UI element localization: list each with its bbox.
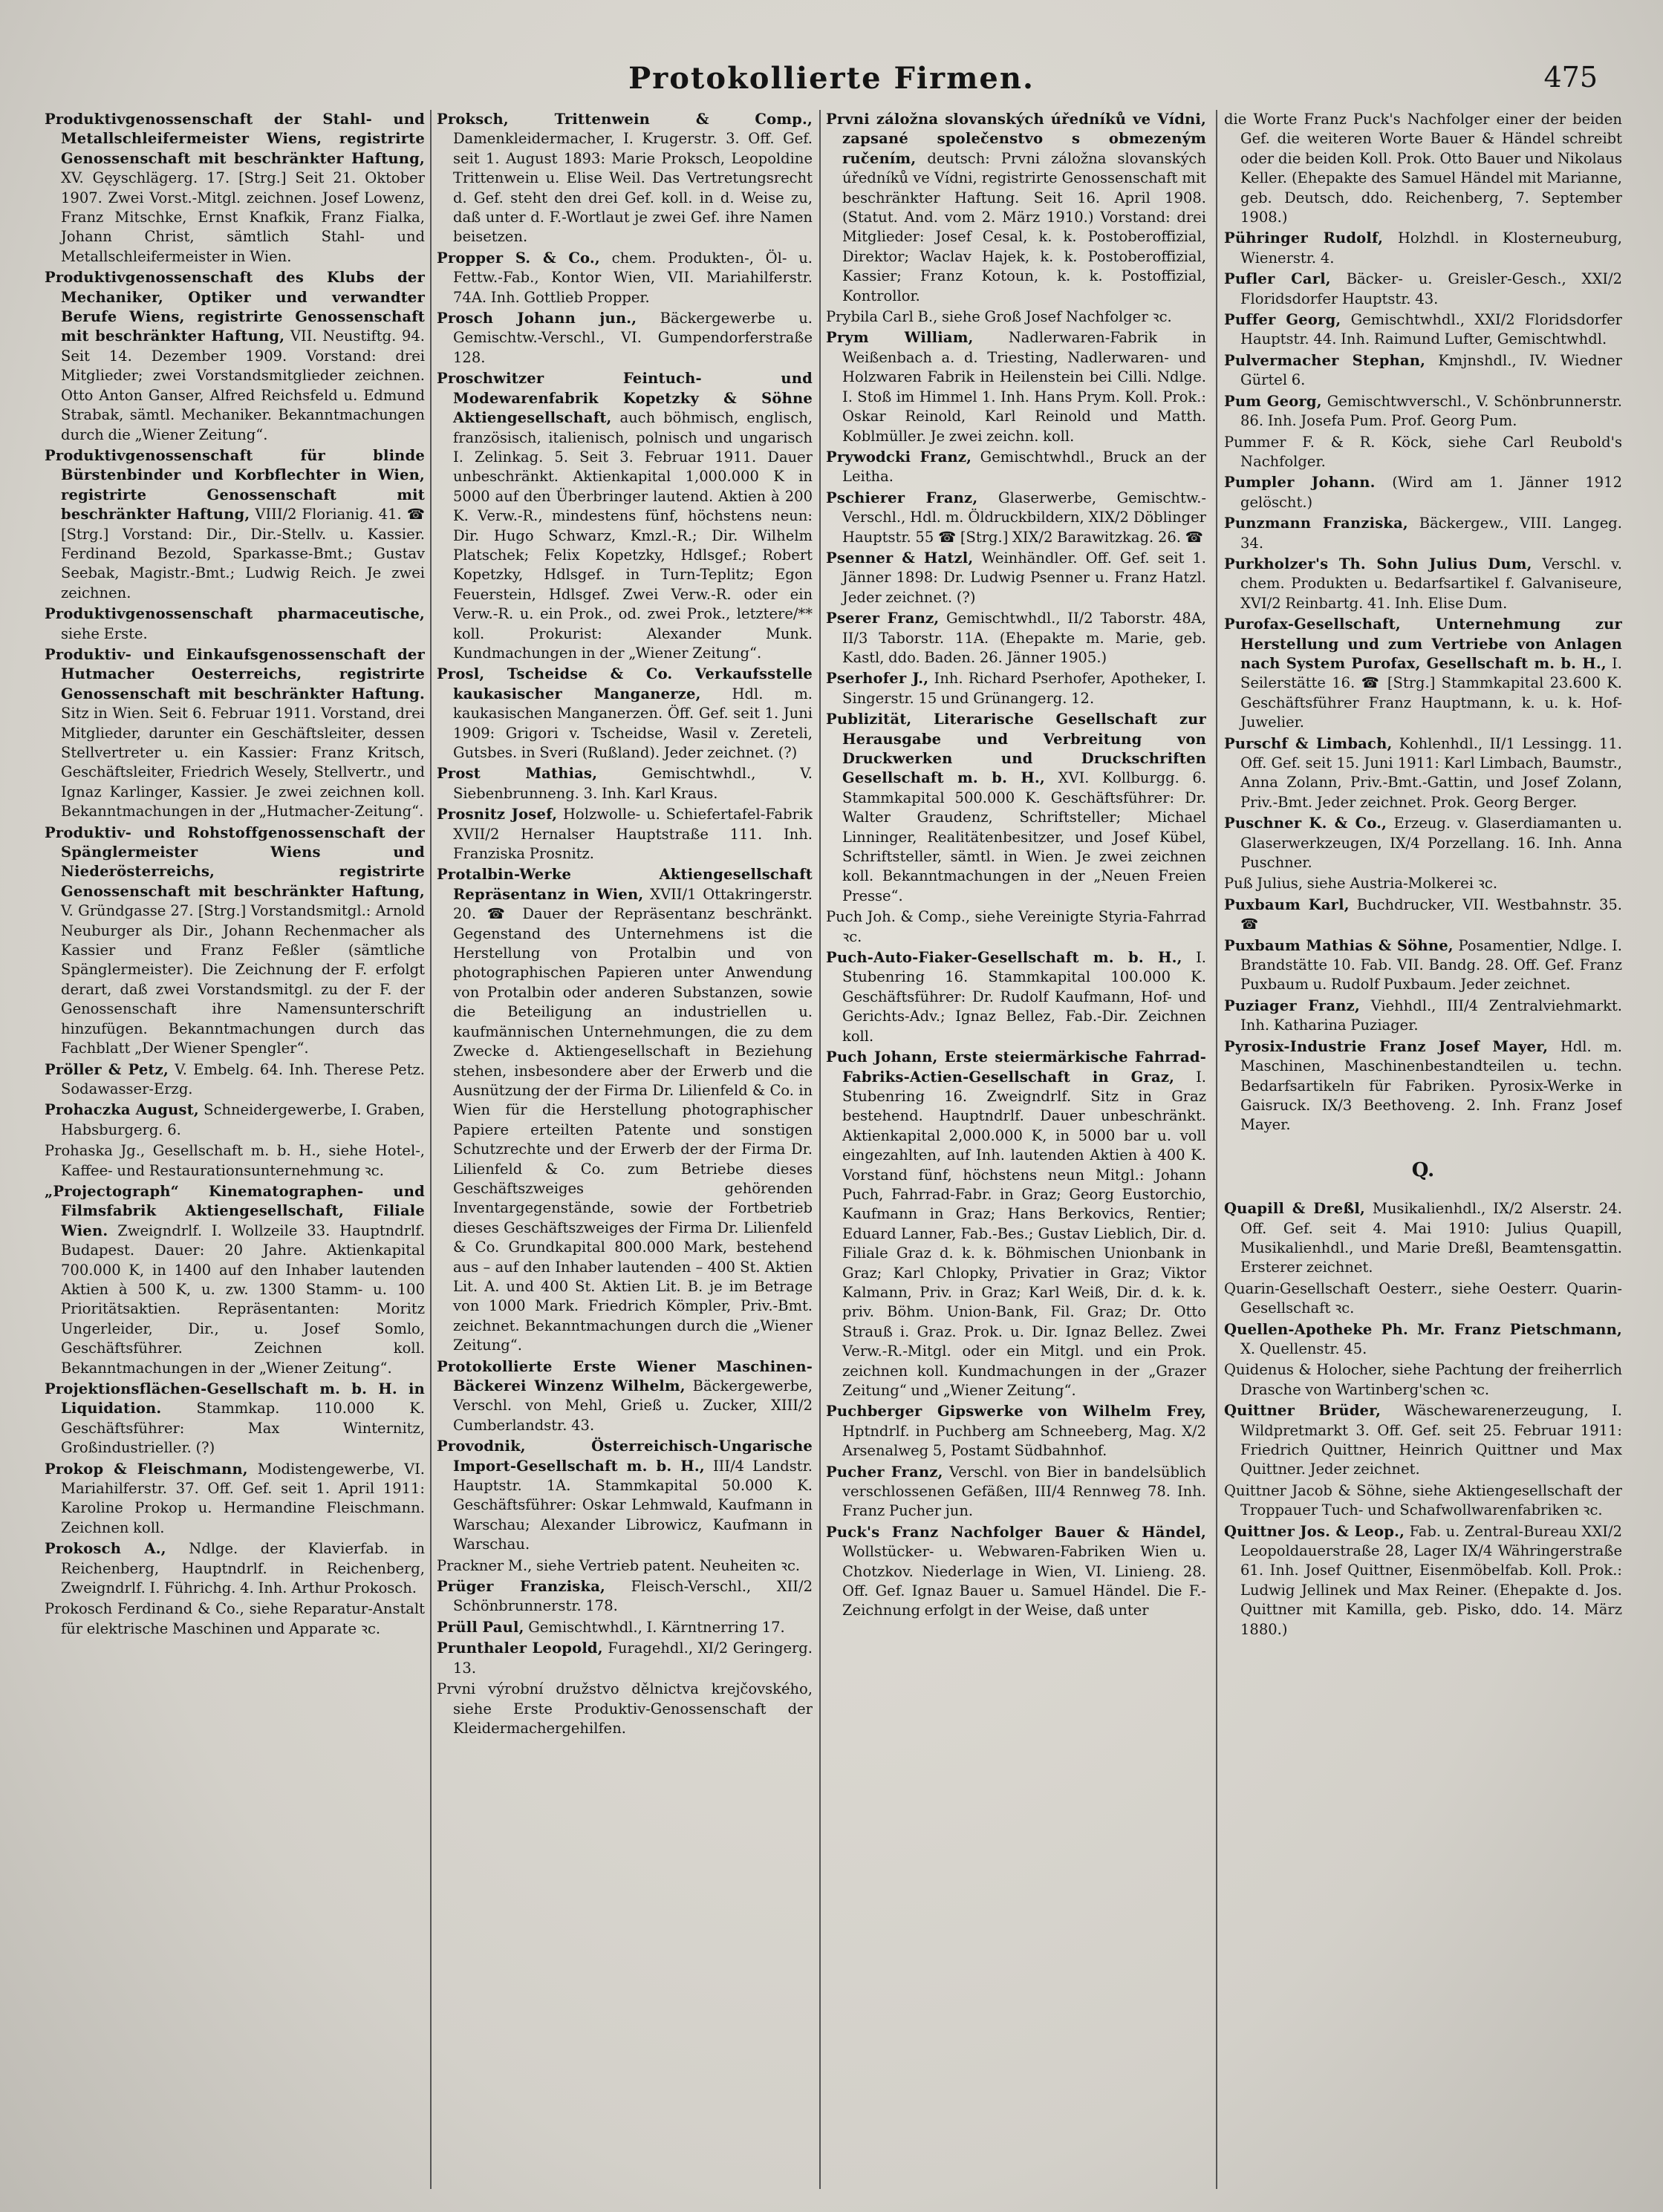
firm-entry bbox=[45, 645, 425, 822]
entry-text: Buchdrucker, VII. Westbahnstr. 35. ☎ bbox=[1240, 895, 1622, 933]
entry-text: Musikalienhdl., IX/2 Alserstr. 24. Off. Gef. seit 4. Mai 1910: Julius Quapill, Musikalienhdl., und Marie Dreßl, Beamtensgattin. Ersterer zeichnet. bbox=[1240, 1200, 1622, 1276]
firm-entry bbox=[1224, 110, 1622, 227]
firm-entry bbox=[437, 1437, 813, 1554]
entry-text: chem. Produkten-, Öl- u. Fettw.-Fab., Kontor Wien, VII. Mariahilferstr. 74A. Inh. Gottlieb Propper. bbox=[453, 249, 813, 306]
firm-entry bbox=[826, 489, 1206, 547]
firm-name: Produktivgenossenschaft für blinde Bürstenbinder und Korbflechter in Wien, registrirte Genossenschaft mit beschränkter Haftung, bbox=[45, 446, 425, 523]
firm-entry bbox=[826, 1463, 1206, 1521]
firm-entry bbox=[1224, 895, 1622, 935]
firm-name: Prym William, bbox=[826, 329, 974, 347]
firm-entry bbox=[826, 710, 1206, 906]
firm-name: Quellen-Apotheke Ph. Mr. Franz Pietschmann, bbox=[1224, 1320, 1622, 1338]
entry-text: Zweigndrlf. I. Wollzeile 33. Hauptndrlf. Budapest. Dauer: 20 Jahre. Aktienkapital 700.000 K, in 1400 auf den Inhaber lautenden Aktien à 500 K, u. zw. 1300 Stamm- u. 100 Prioritätsaktien. Repräsentanten: Moritz Ungerleider, Dir., u. Josef Somlo, Geschäftsführer. Zeichnen koll. Bekanntmachungen in der „Wiener Zeitung“. bbox=[61, 1221, 425, 1377]
firm-name: Prywodcki Franz, bbox=[826, 448, 972, 466]
entry-text: XV. Gęyschlägerg. 17. [Strg.] Seit 21. Oktober 1907. Zwei Vorst.-Mitgl. zeichnen. Josef Lowenz, Franz Mitschke, Ernst Knafkik, Franz Fialka, Johann Christ, sämtlich Stahl- und Metallschleifermeister in Wien. bbox=[61, 169, 425, 265]
firm-entry bbox=[437, 1577, 813, 1616]
entry-text: III/4 Landstr. Hauptstr. 1A. Stammkapital 50.000 K. Geschäftsführer: Oskar Lehmwald, Kaufmann in Warschau; Alexander Librowicz, Kaufmann in Warschau. bbox=[453, 1457, 813, 1553]
entry-text: Schneidergewerbe, I. Graben, Habsburgerg. 6. bbox=[61, 1101, 425, 1138]
firm-name: Protokollierte Erste Wiener Maschinen-Bäckerei Winzenz Wilhelm, bbox=[437, 1357, 813, 1394]
entry-text: V. Gründgasse 27. [Strg.] Vorstandsmitgl.: Arnold Neuburger als Dir., Johann Rechenmacher als Kassier und Franz Feßler (sämtliche Spänglermeister). Die Zeichnung der F. erfolgt derart, daß zwei Vorstandsmitgl. zu der F. der Genossenschaft ihre Namensunterschrift hinzufügen. Bekanntmachungen durch das Fachblatt „Der Wiener Spengler“. bbox=[61, 902, 425, 1057]
firm-name: Pröller & Petz, bbox=[45, 1060, 169, 1078]
firm-entry bbox=[826, 907, 1206, 947]
entry-text: Ndlge. der Klavierfab. in Reichenberg, Hauptndrlf. in Reichenberg, Zweigndrlf. I. Führichg. 4. Inh. Arthur Prokosch. bbox=[61, 1540, 425, 1597]
entry-text: XVI. Kollburgg. 6. Stammkapital 500.000 K. Geschäftsführer: Dr. Walter Graudenz, Schriftsteller; Michael Linninger, Realitätenbesitzer, und Josef Kübel, Schriftsteller, sämtl. in Wien. Je zwei zeichnen koll. Bekanntmachungen in der „Neuen Freien Presse“. bbox=[842, 769, 1206, 904]
firm-entry bbox=[437, 1618, 813, 1637]
firm-name: Produktiv- und Rohstoffgenossenschaft der Spänglermeister Wiens und Niederösterreichs, registrirte Genossenschaft mit beschränkter Haftung, bbox=[45, 823, 425, 900]
firm-entry bbox=[826, 328, 1206, 446]
firm-name: Quittner Brüder, bbox=[1224, 1402, 1382, 1420]
firm-entry bbox=[437, 865, 813, 1355]
entry-text: Sitz in Wien. Seit 6. Februar 1911. Vorstand, drei Mitglieder, darunter ein Geschäftsleiter, dessen Stellvertreter u. ein Kassier: Franz Kritsch, Geschäftsleiter, Friedrich Wesely, Stellvertr., und Ignaz Karlinger, Kassier. Je zwei zeichnen koll. Bekanntmachungen in der „Hutmacher-Zeitung“. bbox=[61, 705, 425, 820]
firm-entry bbox=[1224, 936, 1622, 995]
entry-text: Kohlenhdl., II/1 Lessingg. 11. Off. Gef. seit 15. Juni 1911: Karl Limbach, Baumstr., Anna Zolann, Priv.-Bmt.-Gattin, und Josef Zolann, Priv.-Bmt. Jeder zeichnet. Prok. Georg Berger. bbox=[1240, 734, 1622, 811]
entry-text: Glaserwerbe, Gemischtw.-Verschl., Hdl. m. Öldruckbildern, XIX/2 Döblinger Hauptstr. 55 ☎ [Strg.] XIX/2 Barawitzkag. 26. ☎ bbox=[842, 489, 1206, 546]
firm-name: Pserer Franz, bbox=[826, 610, 940, 627]
entry-text: Wäschewarenerzeugung, I. Wildpretmarkt 3. Off. Gef. seit 25. Februar 1911: Friedrich Quittner, Heinrich Quittner und Max Quittner. Jeder zeichnet. bbox=[1240, 1402, 1622, 1478]
firm-name: Pumpler Johann. bbox=[1224, 474, 1376, 492]
firm-name: Puchberger Gipswerke von Wilhelm Frey, bbox=[826, 1403, 1206, 1420]
column-2 bbox=[437, 110, 813, 2189]
page-title: Protokollierte Firmen. bbox=[628, 61, 1035, 96]
entry-text: deutsch: Prvni záložna slovanských úředníků ve Vídni, registrirte Genossenschaft mit beschränkter Haftung. Seit 16. April 1908. (Statut. And. vom 2. März 1910.) Vorstand: drei Mitglieder: Josef Cesal, k. k. Postoberoffizial, Direktor; Waclav Hajek, k. k. Postoberoffizial, Kassier; Franz Kotoun, k. k. Postoffizial, Kontrollor. bbox=[842, 149, 1206, 304]
entry-text: V. Embelg. 64. Inh. Therese Petz. Sodawasser-Erzg. bbox=[61, 1060, 425, 1097]
entry-text: VIII/2 Florianig. 41. ☎ [Strg.] Vorstand: Dir., Dir.-Stellv. u. Kassier. Ferdinand Bezold, Sparkasse-Bmt.; Gustav Seebak, Magistr.-Bmt.; Ludwig Reich. Je zwei zeichnen. bbox=[61, 506, 425, 601]
firm-name: Prüll Paul, bbox=[437, 1618, 524, 1636]
firm-entry bbox=[437, 805, 813, 864]
firm-name: Psenner & Hatzl, bbox=[826, 549, 974, 567]
firm-name: Pschierer Franz, bbox=[826, 489, 978, 506]
firm-entry bbox=[1224, 351, 1622, 391]
entry-text: siehe Erste. bbox=[61, 624, 148, 642]
firm-name: Punzmann Franziska, bbox=[1224, 515, 1408, 532]
firm-name: Publizität, Literarische Gesellschaft zur Herausgabe und Verbreitung von Druckwerken und Druckschriften Gesellschaft m. b. H., bbox=[826, 711, 1206, 787]
entry-text: Bäcker- u. Greisler-Gesch., XXI/2 Floridsdorfer Hauptstr. 43. bbox=[1240, 270, 1622, 307]
firm-entry bbox=[1224, 1199, 1622, 1278]
firm-entry bbox=[45, 268, 425, 445]
firm-name: Provodnik, Österreichisch-Ungarische Import-Gesellschaft m. b. H., bbox=[437, 1438, 813, 1475]
firm-entry bbox=[826, 110, 1206, 306]
column-4 bbox=[1224, 110, 1622, 2189]
firm-entry bbox=[826, 1048, 1206, 1400]
firm-entry bbox=[1224, 874, 1622, 893]
firm-entry bbox=[1224, 433, 1622, 472]
entry-text: Hdl. m. kaukasischen Manganerzen. Öff. Gef. seit 1. Juni 1909: Grigori v. Tscheidse, Wasil v. Zereteli, Gutsbes. in Sveri (Rußland). Jeder zeichnet. (?) bbox=[453, 685, 813, 761]
entry-text: Quidenus & Holocher, siehe Pachtung der freiherrlich Drasche von Wartinberg'schen ꝛc. bbox=[1224, 1361, 1622, 1398]
firm-entry bbox=[826, 669, 1206, 708]
firm-entry bbox=[45, 1100, 425, 1140]
column-1 bbox=[45, 110, 425, 2189]
column-divider bbox=[819, 110, 821, 2189]
entry-text: Bäckergewerbe, Verschl. von Mehl, Grieß u. Zucker, XIII/2 Cumberlandstr. 43. bbox=[453, 1377, 813, 1434]
firm-name: Quittner Jos. & Leop., bbox=[1224, 1522, 1405, 1540]
entry-text: Erzeug. v. Glaserdiamanten u. Glaserwerkzeugen, IX/4 Porzellang. 16. Inh. Anna Puschner. bbox=[1240, 815, 1622, 872]
firm-name: Prost Mathias, bbox=[437, 765, 598, 783]
entry-text: Gemischtwhdl., XXI/2 Floridsdorfer Hauptstr. 44. Inh. Raimund Lufter, Gemischtwhdl. bbox=[1240, 311, 1622, 348]
firm-entry bbox=[437, 665, 813, 763]
entry-text: Prackner M., siehe Vertrieb patent. Neuheiten ꝛc. bbox=[437, 1556, 801, 1574]
firm-name: Proschwitzer Feintuch- und Modewarenfabrik Kopetzky & Söhne Aktiengesellschaft, bbox=[437, 370, 813, 427]
entry-text: I. Seilerstätte 16. ☎ [Strg.] Stammkapital 23.600 K. Geschäftsführer Franz Hauptmann, k. u. k. Hof-Juwelier. bbox=[1240, 654, 1622, 731]
firm-entry bbox=[1224, 1481, 1622, 1521]
page-number: 475 bbox=[1543, 61, 1598, 94]
firm-name: Prüger Franziska, bbox=[437, 1578, 606, 1596]
firm-name: Purschf & Limbach, bbox=[1224, 734, 1393, 752]
entry-text: auch böhmisch, englisch, französisch, italienisch, polnisch und ungarisch I. Zelinkag. 5. Seit 3. Februar 1911. Dauer unbeschränkt. Aktienkapital 1,000.000 K in 5000 auf den Überbringer lautend. Aktien à 200 K. Verw.-R., mindestens fünf, höchstens neun: Dir. Hugo Schwarz, Kmzl.-R.; Dir. Wilhelm Platschek; Felix Kopetzky, Hdlsgef.; Robert Kopetzky, Hdlsgef. in Turn-Teplitz; Egon Feuerstein, Hdlsgef. Zwei Verw.-R. oder ein Verw.-R. u. ein Prok., od. zwei Prok., letztere/** koll. Prokurist: Alexander Munk. Kundmachungen in der „Wiener Zeitung“. bbox=[453, 409, 813, 662]
firm-entry bbox=[45, 1141, 425, 1181]
firm-entry bbox=[1224, 1037, 1622, 1135]
entry-text: Nadlerwaren-Fabrik in Weißenbach a. d. Triesting, Nadlerwaren- und Holzwaren Fabrik in Heilenstein bei Cilli. Ndlge. I. Stoß im Himmel 1. Inh. Hans Prym. Koll. Prok.: Oskar Reinold, Karl Reinold und Matth. Koblmüller. Je zwei zeichn. koll. bbox=[842, 329, 1206, 445]
entry-text: Damenkleidermacher, I. Krugerstr. 3. Off. Gef. seit 1. August 1893: Marie Proksch, Leopoldine Trittenwein u. Elise Weil. Das Vertretungsrecht d. Gef. steht den drei Gef. koll. in d. Weise zu, daß unter d. F.-Wortlaut je zwei Gef. ihre Namen beisetzen. bbox=[453, 130, 813, 246]
entry-text: Hptndrlf. in Puchberg am Schneeberg, Mag. X/2 Arsenalweg 5, Postamt Südbahnhof. bbox=[842, 1422, 1206, 1460]
firm-entry bbox=[1224, 270, 1622, 309]
firm-name: Prokosch A., bbox=[45, 1540, 166, 1558]
firm-entry bbox=[1224, 1320, 1622, 1360]
firm-entry bbox=[826, 1523, 1206, 1621]
entry-text: Quarin-Gesellschaft Oesterr., siehe Oesterr. Quarin-Gesellschaft ꝛc. bbox=[1224, 1279, 1622, 1317]
firm-entry bbox=[1224, 1360, 1622, 1400]
firm-name: Pyrosix-Industrie Franz Josef Mayer, bbox=[1224, 1037, 1549, 1055]
entry-text: Puß Julius, siehe Austria-Molkerei ꝛc. bbox=[1224, 875, 1498, 893]
firm-entry bbox=[1224, 615, 1622, 732]
firm-name: Produktiv- und Einkaufsgenossenschaft der Hutmacher Oesterreichs, registrirte Genossenschaft mit beschränkter Haftung. bbox=[45, 645, 425, 702]
firm-name: Pserhofer J., bbox=[826, 670, 929, 688]
firm-name: Projektionsflächen-Gesellschaft m. b. H. in Liquidation. bbox=[45, 1380, 425, 1417]
firm-name: Produktivgenossenschaft pharmaceutische, bbox=[45, 605, 425, 623]
firm-entry bbox=[437, 249, 813, 307]
entry-text: Kmjnshdl., IV. Wiedner Gürtel 6. bbox=[1240, 351, 1622, 389]
entry-text: Holzwolle- u. Schiefertafel-Fabrik XVII/2 Hernalser Hauptstraße 111. Inh. Franziska Prosnitz. bbox=[453, 806, 813, 863]
entry-text: Bäckergew., VIII. Langeg. 34. bbox=[1240, 515, 1622, 552]
firm-entry bbox=[437, 309, 813, 368]
column-divider bbox=[1216, 110, 1217, 2189]
firm-entry bbox=[826, 609, 1206, 668]
entry-text: Gemischtwverschl., V. Schönbrunnerstr. 86. Inh. Josefa Pum. Prof. Georg Pum. bbox=[1240, 392, 1622, 430]
firm-name: Puch-Auto-Fiaker-Gesellschaft m. b. H., bbox=[826, 949, 1182, 967]
entry-text: Fleisch-Verschl., XII/2 Schönbrunnerstr. 178. bbox=[453, 1578, 813, 1615]
entry-text: Prohaska Jg., Gesellschaft m. b. H., siehe Hotel-, Kaffee- und Restaurationsunternehmung ꝛc. bbox=[45, 1142, 425, 1179]
entry-text: Furagehdl., XI/2 Geringerg. 13. bbox=[453, 1640, 813, 1677]
firm-name: Puch Johann, Erste steiermärkische Fahrrad-Fabriks-Actien-Gesellschaft in Graz, bbox=[826, 1048, 1206, 1086]
firm-name: Produktivgenossenschaft der Stahl- und Metallschleifermeister Wiens, registrirte Genossenschaft mit beschränkter Haftung, bbox=[45, 111, 425, 167]
entry-text: Modistengewerbe, VI. Mariahilferstr. 37. Off. Gef. seit 1. April 1911: Karoline Prokop u. Hermandine Fleischmann. Zeichnen koll. bbox=[61, 1460, 425, 1536]
firm-entry bbox=[437, 764, 813, 803]
firm-entry bbox=[1224, 555, 1622, 613]
entry-text: Posamentier, Ndlge. I. Brandstätte 10. Fab. VII. Bandg. 28. Off. Gef. Franz Puxbaum u. Rudolf Puxbaum. Jeder zeichnet. bbox=[1240, 936, 1622, 994]
firm-name: Prokop & Fleischmann, bbox=[45, 1460, 248, 1478]
firm-name: Purkholzer's Th. Sohn Julius Dum, bbox=[1224, 555, 1532, 572]
firm-entry bbox=[1224, 1522, 1622, 1640]
firm-entry bbox=[1224, 392, 1622, 431]
firm-entry bbox=[1224, 310, 1622, 350]
firm-name: Proksch, Trittenwein & Comp., bbox=[437, 111, 813, 128]
firm-name: Puziager Franz, bbox=[1224, 996, 1360, 1014]
firm-entry bbox=[437, 1556, 813, 1576]
entry-text: Wollstücker- u. Webwaren-Fabriken Wien u. Chotzkov. Niederlage in Wien, VI. Linieng. 28. Off. Gef. Ignaz Bauer u. Samuel Händel. Die F.-Zeichnung erfolgt in der Weise, daß unter bbox=[842, 1543, 1206, 1619]
firm-entry bbox=[1224, 734, 1622, 813]
firm-entry bbox=[1224, 514, 1622, 553]
entry-text: Prokosch Ferdinand & Co., siehe Reparatur-Anstalt für elektrische Maschinen und Apparate ꝛc. bbox=[45, 1600, 425, 1637]
entry-text: Gemischtwhdl., Bruck an der Leitha. bbox=[842, 448, 1206, 486]
entry-text: Inh. Richard Pserhofer, Apotheker, I. Singerstr. 15 und Grünangerg. 12. bbox=[842, 670, 1206, 707]
firm-entry bbox=[45, 1460, 425, 1539]
firm-entry bbox=[45, 110, 425, 267]
firm-entry bbox=[45, 1380, 425, 1458]
firm-entry bbox=[1224, 229, 1622, 268]
firm-entry bbox=[45, 1599, 425, 1639]
entry-text: Holzhdl. in Klosterneuburg, Wienerstr. 4. bbox=[1240, 229, 1622, 267]
firm-entry bbox=[45, 1539, 425, 1598]
firm-entry bbox=[1224, 996, 1622, 1036]
firm-name: Produktivgenossenschaft des Klubs der Mechaniker, Optiker und verwandter Berufe Wiens, registrirte Genossenschaft mit beschränkter Haftung, bbox=[45, 269, 425, 345]
entry-text: Gemischtwhdl., II/2 Taborstr. 48A, II/3 Taborstr. 11A. (Ehepakte m. Marie, geb. Kastl, ddo. Baden. 26. Jänner 1905.) bbox=[842, 610, 1206, 666]
entry-text: XVII/1 Ottakringerstr. 20. ☎ Dauer der Repräsentanz beschränkt. Gegenstand des Unternehmens ist die Herstellung von Protalbin und von photographischen Papieren unter Anwendung von Protalbin oder anderen Substanzen, sowie die Beteiligung an industriellen u. kaufmännischen Unternehmungen, die zu dem Zwecke d. Aktiengesellschaft in Beziehung stehen, insbesondere aber der Erwerb und die Ausnützung der der Firma Dr. Lilienfeld & Co. in Wien für die Herstellung photographischer Papiere erteilten Patente und sonstigen Schutzrechte und der Erwerb der der Firma Dr. Lilienfeld & Co. zum Betriebe dieses Geschäftszweiges gehörenden Inventargegenstände, sowie der Fortbetrieb dieses Geschäftszweiges der Firma Dr. Lilienfeld & Co. Grundkapital 800.000 Mark, bestehend aus – auf den Inhaber lautenden – 400 St. Aktien Lit. A. und 400 St. Aktien Lit. B. je im Betrage von 1000 Mark. Friedrich Kömpler, Priv.-Bmt. zeichnet. Bekanntmachungen durch die „Wiener Zeitung“. bbox=[453, 885, 813, 1354]
entry-text: Stammkap. 110.000 K. Geschäftsführer: Max Winternitz, Großindustrieller. (?) bbox=[61, 1400, 425, 1457]
firm-entry bbox=[826, 549, 1206, 607]
firm-entry bbox=[437, 1639, 813, 1678]
entry-text: Weinhändler. Off. Gef. seit 1. Jänner 1898: Dr. Ludwig Psenner u. Franz Hatzl. Jeder zeichnet. (?) bbox=[842, 549, 1206, 606]
firm-name: Pucher Franz, bbox=[826, 1463, 943, 1481]
firm-name: Prohaczka August, bbox=[45, 1101, 199, 1119]
entry-text: X. Quellenstr. 45. bbox=[1240, 1340, 1367, 1357]
firm-name: Propper S. & Co., bbox=[437, 249, 600, 267]
entry-text: Fab. u. Zentral-Bureau XXI/2 Leopoldauerstraße 28, Lager IX/4 Währingerstraße 61. Inh. Josef Quittner, Eisenmöbelfab. Koll. Prok.: Ludwig Jellinek und Max Reiner. (Ehepakte d. Jos. Quittner mit Kamilla, geb. Pisko, ddo. 14. März 1880.) bbox=[1240, 1522, 1622, 1638]
firm-name: Pum Georg, bbox=[1224, 392, 1322, 410]
firm-name: Prvni záložna slovanských úředníků ve Vídni, zapsané společenstvo s obmezeným ručením, bbox=[826, 111, 1206, 167]
entry-text: I. Stubenring 16. Zweigndrlf. Sitz in Graz bestehend. Hauptndrlf. Dauer unbeschränkt. Aktienkapital 2,000.000 K, in 5000 bar u. voll eingezahlten, auf Inh. lautenden Aktien à 400 K. Vorstand fünf, höchstens neun Mitgl.: Johann Puch, Fahrrad-Fabr. in Graz; Georg Eustorchio, Kaufmann in Graz; Hans Berkovics, Rentier; Eduard Lanner, Fab.-Bes.; Gustav Lieblich, Dir. d. Filiale Graz d. k. k. Böhmischen Unionbank in Graz; Karl Chlopky, Privatier in Graz; Viktor Kalmann, Priv. in Graz; Karl Weiß, Dir. d. k. k. priv. Böhm. Union-Bank, Fil. Graz; Dr. Otto Strauß i. Graz. Prok. u. Dir. Ignaz Bellez. Zwei Verw.-R.-Mitgl. oder ein Mitgl. und ein Prok. zeichnen koll. Kundmachungen in der „Grazer Zeitung“ und „Wiener Zeitung“. bbox=[842, 1068, 1206, 1399]
entry-text: Quittner Jacob & Söhne, siehe Aktiengesellschaft der Troppauer Tuch- und Schafwollwarenfabriken ꝛc. bbox=[1224, 1481, 1622, 1519]
entry-text: Bäckergewerbe u. Gemischtw.-Verschl., VI. Gumpendorferstraße 128. bbox=[453, 310, 813, 366]
firm-entry bbox=[826, 307, 1206, 327]
firm-entry bbox=[437, 110, 813, 247]
firm-entry bbox=[437, 1680, 813, 1738]
firm-name: Prunthaler Leopold, bbox=[437, 1640, 603, 1657]
firm-entry bbox=[45, 823, 425, 1059]
page-header bbox=[0, 61, 1663, 105]
firm-name: Puxbaum Karl, bbox=[1224, 895, 1350, 913]
entry-text: Verschl. v. chem. Produkten u. Bedarfsartikel f. Galvaniseure, XVI/2 Reinbartg. 41. Inh. Elise Dum. bbox=[1240, 555, 1622, 612]
entry-text: die Worte Franz Puck's Nachfolger einer der beiden Gef. die weiteren Worte Bauer & Händel schreibt oder die beiden Koll. Prok. Otto Bauer und Nikolaus Keller. (Ehepakte des Samuel Händel mit Marianne, geb. Deutsch, ddo. Reichenberg, 7. September 1908.) bbox=[1224, 111, 1622, 226]
entry-text: Viehhdl., III/4 Zentralviehmarkt. Inh. Katharina Puziager. bbox=[1240, 996, 1622, 1034]
firm-name: Puffer Georg, bbox=[1224, 311, 1341, 329]
firm-entry bbox=[45, 1182, 425, 1378]
entry-text: VII. Neustiftg. 94. Seit 14. Dezember 1909. Vorstand: drei Mitglieder; zwei Vorstandsmitglieder zeichnen. Otto Anton Ganser, Alfred Reichsfeld u. Edmund Strabak, sämtl. Mechaniker. Bekanntmachungen durch die „Wiener Zeitung“. bbox=[61, 327, 425, 443]
firm-name: Pufler Carl, bbox=[1224, 270, 1331, 288]
firm-name: Prosl, Tscheidse & Co. Verkaufsstelle kaukasischer Manganerze, bbox=[437, 665, 813, 702]
entry-text: Pummer F. & R. Köck, siehe Carl Reubold's Nachfolger. bbox=[1224, 433, 1622, 470]
firm-entry bbox=[1224, 1401, 1622, 1480]
firm-entry bbox=[826, 448, 1206, 487]
firm-name: Prosch Johann jun., bbox=[437, 310, 637, 327]
entry-text: Gemischtwhdl., I. Kärntnerring 17. bbox=[528, 1618, 785, 1636]
entry-text: (Wird am 1. Jänner 1912 gelöscht.) bbox=[1240, 474, 1622, 511]
firm-name: Pulvermacher Stephan, bbox=[1224, 351, 1426, 369]
firm-entry bbox=[45, 446, 425, 603]
firm-name: Puck's Franz Nachfolger Bauer & Händel, bbox=[826, 1523, 1206, 1541]
firm-name: Purofax-Gesellschaft, Unternehmung zur Herstellung und zum Vertriebe von Anlagen nach System Purofax, Gesellschaft m. b. H., bbox=[1224, 616, 1622, 672]
firm-entry bbox=[1224, 473, 1622, 512]
firm-entry bbox=[437, 1357, 813, 1436]
firm-entry bbox=[437, 369, 813, 663]
firm-entry bbox=[45, 1060, 425, 1100]
entry-text: I. Stubenring 16. Stammkapital 100.000 K. Geschäftsführer: Dr. Rudolf Kaufmann, Hof- und Gerichts-Adv.; Ignaz Bellez, Fab.-Dir. Zeichnen koll. bbox=[842, 949, 1206, 1045]
firm-name: Puschner K. & Co., bbox=[1224, 815, 1387, 832]
firm-name: Quapill & Dreßl, bbox=[1224, 1200, 1366, 1218]
entry-text: Puch Joh. & Comp., siehe Vereinigte Styria-Fahrrad ꝛc. bbox=[826, 908, 1206, 945]
firm-name: „Projectograph“ Kinematographen- und Filmsfabrik Aktiengesellschaft, Filiale Wien. bbox=[45, 1182, 425, 1239]
firm-name: Protalbin-Werke Aktiengesellschaft Repräsentanz in Wien, bbox=[437, 866, 813, 903]
firm-name: Prosnitz Josef, bbox=[437, 806, 558, 823]
entry-text: Prybila Carl B., siehe Groß Josef Nachfolger ꝛc. bbox=[826, 308, 1172, 326]
entry-text: Hdl. m. Maschinen, Maschinenbestandteilen u. techn. Bedarfsartikeln für Fabriken. Pyrosix-Werke in Gaisruck. IX/3 Beethoveng. 2. Inh. Franz Josef Mayer. bbox=[1240, 1037, 1622, 1134]
firm-entry bbox=[826, 1402, 1206, 1461]
entry-text: Prvni výrobní družstvo dělnictva krejčovského, siehe Erste Produktiv-Genossenschaft der Kleidermachergehilfen. bbox=[437, 1680, 813, 1737]
firm-entry bbox=[45, 604, 425, 644]
firm-entry bbox=[1224, 814, 1622, 872]
firm-entry bbox=[826, 948, 1206, 1046]
column-3 bbox=[826, 110, 1206, 2189]
firm-entry bbox=[1224, 1279, 1622, 1319]
column-divider bbox=[430, 110, 432, 2189]
entry-text: Verschl. von Bier in bandelsüblich verschlossenen Gefäßen, III/4 Rennweg 78. Inh. Franz Pucher jun. bbox=[842, 1463, 1206, 1520]
column-container bbox=[45, 110, 1622, 2189]
firm-name: Puxbaum Mathias & Söhne, bbox=[1224, 936, 1454, 954]
firm-name: Pühringer Rudolf, bbox=[1224, 229, 1384, 247]
section-letter: Q. bbox=[1411, 1158, 1435, 1181]
entry-text: Gemischtwhdl., V. Siebenbrunneng. 3. Inh. Karl Kraus. bbox=[453, 765, 813, 802]
